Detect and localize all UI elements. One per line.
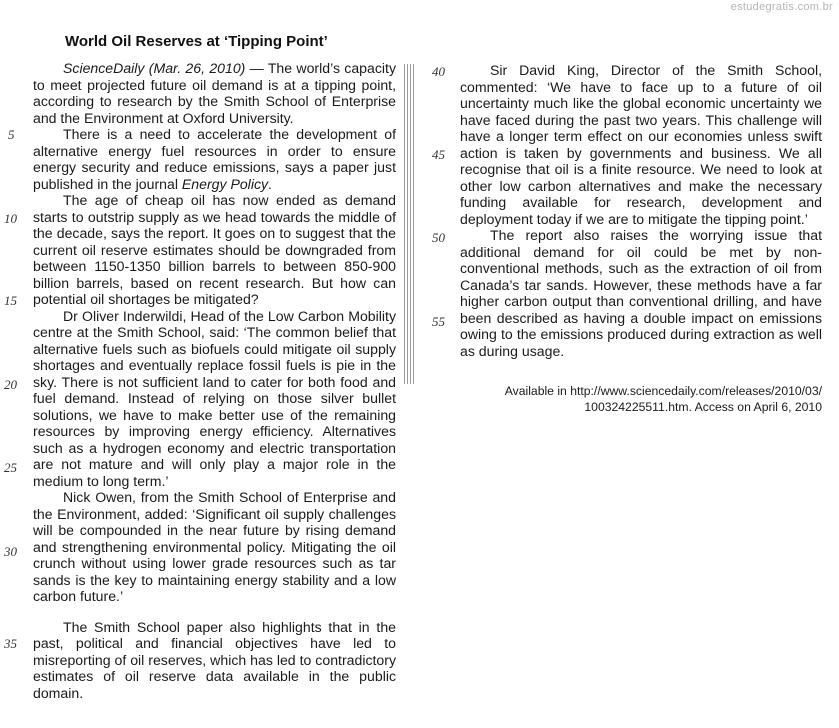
- line-number-35: 35: [4, 636, 17, 651]
- line-number-30: 30: [4, 544, 17, 559]
- source-citation: [462, 383, 822, 415]
- paragraph-6: The Smith School paper also highlights that in the past, political and financial objectives have led to misreporting of oil reserves, which has led to contradictory estimates of oil reserve data available in the public domain.: [33, 618, 396, 701]
- paragraph-1-text: — The world’s capacity to meet projected future oil demand is at a tipping point, according to research by the Smith School of Enterprise and the Environment at Oxford University.: [33, 60, 397, 126]
- paragraph-8: The report also raises the worrying issue that additional demand for oil could be met by non-conventional methods, such as the extraction of oil from Canada’s tar sands. However, these methods have a far higher carbon output than conventional drilling, and have been described as having a double impact on emissions owing to the emissions produced during extraction as well as during usage.: [460, 227, 822, 359]
- paragraph-1: [33, 60, 396, 126]
- line-number-15: 15: [4, 293, 17, 308]
- line-number-40: 40: [432, 64, 445, 79]
- line-number-10: 10: [4, 211, 17, 226]
- article-title: World Oil Reserves at ‘Tipping Point’: [65, 33, 328, 50]
- paragraph-7: Sir David King, Director of the Smith School, commented: ‘We have to face up to a future of oil uncertainty much like the global economic uncertainty we have faced during the past two years. This challenge will have a longer term effect on our economies unless swift action is taken by governments and business. We all recognise that oil is a finite resource. We need to look at other low carbon alternatives and make the necessary funding available for research, development and deployment today if we are to mitigate the tipping point.’: [460, 62, 822, 227]
- journal-name: Energy Policy: [181, 175, 269, 192]
- line-number-25: 25: [4, 460, 17, 475]
- left-column: [33, 60, 396, 701]
- source-line-1: Available in http://www.sciencedaily.com/releases/2010/03/: [504, 384, 822, 398]
- paragraph-5: Nick Owen, from the Smith School of Enterprise and the Environment, added: ‘Significant oil supply challenges will be compounded in the near future by rising demand and strengthening environmental policy. Mitigating the oil crunch without using lower grade resources such as tar sands is the key to maintaining energy stability and a low carbon future.’: [33, 489, 396, 604]
- line-number-45: 45: [432, 147, 445, 162]
- line-number-50: 50: [432, 230, 445, 245]
- line-number-55: 55: [432, 314, 445, 329]
- paragraph-2-end: .: [268, 175, 272, 192]
- watermark: estudegratis.com.br: [730, 1, 833, 13]
- source-dateline: ScienceDaily (Mar. 26, 2010): [63, 60, 246, 76]
- paragraph-4: Dr Oliver Inderwildi, Head of the Low Carbon Mobility centre at the Smith School, said: ‘The common belief that alternative fuels such as biofuels could mitigate oil supply shortages and eventually replace fossil fuels is pie in the sky. There is not sufficient land to cater for both food and fuel demand. Instead of relying on those silver bullet solutions, we have to make better use of the remaining resources by improving energy efficiency. Alternatives such as a hydrogen economy and electric transportation are not mature and will only play a major role in the medium to long term.’: [33, 307, 396, 489]
- line-number-5: 5: [8, 127, 15, 142]
- paragraph-2: [33, 126, 396, 192]
- paragraph-3: The age of cheap oil has now ended as demand starts to outstrip supply as we head towards the middle of the decade, says the report. It goes on to suggest that the current oil reserve estimates should be downgraded from between 1150-1350 billion barrels to between 850-900 billion barrels, based on recent research. But how can potential oil shortages be mitigated?: [33, 192, 396, 307]
- line-number-20: 20: [4, 377, 17, 392]
- right-column: [460, 62, 822, 359]
- paragraph-gap: [33, 605, 396, 619]
- paragraph-2-text: There is a need to accelerate the development of alternative energy fuel resources in order to ensure energy security and reduce emissions, says a paper just published in the journal: [33, 126, 396, 192]
- source-line-2: 100324225511.htm. Access on April 6, 2010: [584, 400, 822, 414]
- column-divider: [404, 64, 414, 384]
